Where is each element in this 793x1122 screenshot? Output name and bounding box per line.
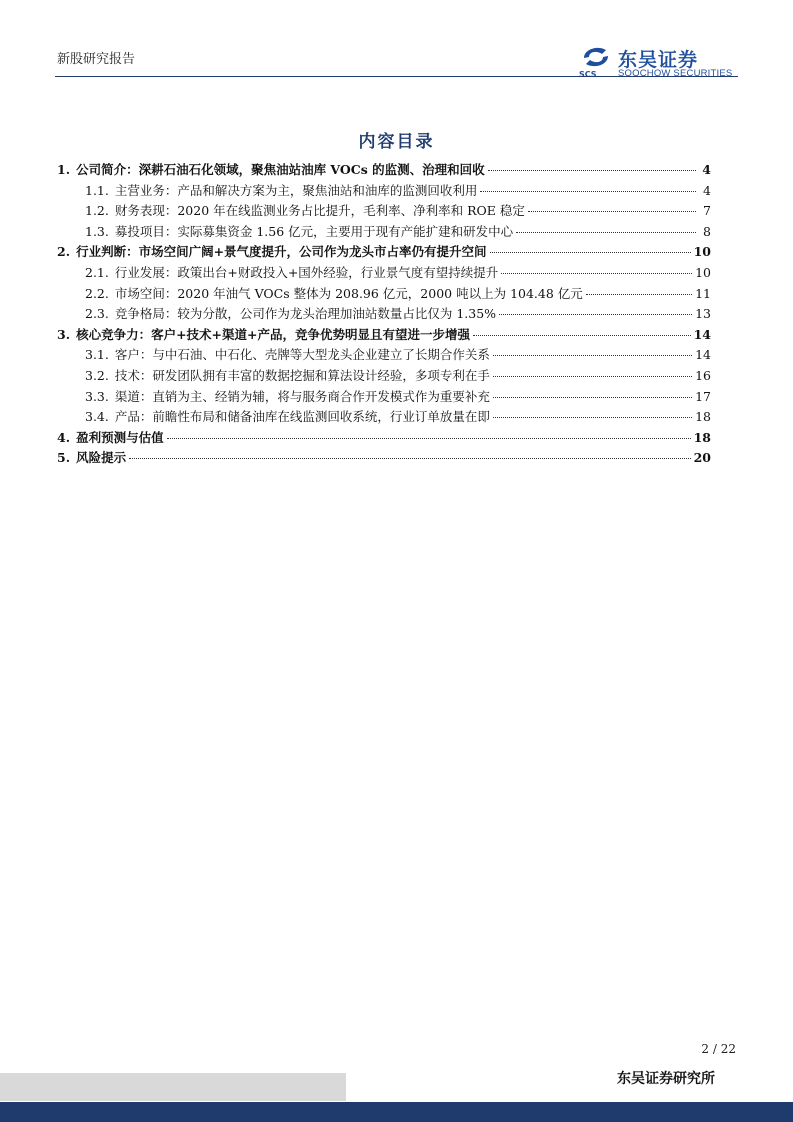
toc-leader-dots: [490, 252, 691, 253]
toc-entry-text: 市场空间：2020 年油气 VOCs 整体为 208.96 亿元，2000 吨以上为 104.48 亿元: [114, 285, 583, 301]
toc-entry-text: 客户：与中石油、中石化、壳牌等大型龙头企业建立了长期合作关系: [114, 347, 490, 363]
toc-entry-page: 7: [703, 203, 711, 219]
toc-entry-page: 13: [695, 306, 711, 322]
toc-leader-dots: [480, 191, 696, 192]
toc-leader-dots: [516, 232, 696, 233]
toc-leader-dots: [129, 458, 691, 459]
brand-name-cn: 东吴证券: [618, 49, 699, 71]
toc-entry-page: 16: [695, 367, 711, 383]
toc-entry-text: 主营业务：产品和解决方案为主，聚焦油站和油库的监测回收利用: [114, 182, 478, 198]
toc-entry[interactable]: [57, 160, 711, 181]
toc-entry-text: 产品：前瞻性布局和储备油库在线监测回收系统，行业订单放量在即: [114, 409, 490, 425]
toc-entry-text: 风险提示: [76, 450, 127, 466]
toc-entry[interactable]: [57, 201, 711, 222]
toc-leader-dots: [499, 314, 692, 315]
toc-entry-text: 竞争格局：较为分散，公司作为龙头治理加油站数量占比仅为 1.35%: [114, 306, 497, 322]
toc-entry-text: 渠道：直销为主、经销为辅，将与服务商合作开发模式作为重要补充: [114, 388, 490, 404]
toc-entry-number: 3.2.: [85, 367, 109, 383]
toc-leader-dots: [167, 438, 691, 439]
toc-entry-number: 3.: [57, 326, 71, 342]
toc-entry[interactable]: [57, 325, 711, 346]
toc-entry-text: 核心竞争力：客户+技术+渠道+产品，竞争优势明显且有望进一步增强: [76, 326, 470, 342]
toc-entry[interactable]: [57, 366, 711, 387]
toc-entry-number: 1.2.: [85, 203, 109, 219]
toc-entry-number: 4.: [57, 429, 71, 445]
toc-list: [57, 160, 711, 469]
toc-leader-dots: [473, 335, 691, 336]
toc-leader-dots: [493, 397, 692, 398]
footer-institute: 东吴证券研究所: [617, 1071, 715, 1087]
toc-entry-number: 2.1.: [85, 264, 109, 280]
toc-entry-text: 盈利预测与估值: [76, 429, 164, 445]
footer-band: [0, 1102, 793, 1122]
doc-type-label: 新股研究报告: [57, 52, 136, 67]
toc-entry-page: 11: [695, 285, 711, 301]
brand-logo-icon: [578, 44, 614, 78]
toc-entry[interactable]: [57, 428, 711, 449]
brand-name-en: SOOCHOW SECURITIES: [618, 68, 733, 79]
brand-logo: [578, 44, 740, 80]
toc-entry[interactable]: [57, 448, 711, 469]
toc-entry-text: 公司简介：深耕石油石化领域，聚焦油站油库 VOCs 的监测、治理和回收: [76, 162, 485, 177]
toc-entry-page: 14: [693, 326, 711, 342]
toc-entry-text: 财务表现：2020 年在线监测业务占比提升，毛利率、净利率和 ROE 稳定: [114, 203, 525, 219]
toc-leader-dots: [493, 417, 692, 418]
toc-leader-dots: [488, 170, 696, 171]
toc-entry[interactable]: [57, 242, 711, 263]
toc-entry-number: 2.: [57, 244, 71, 260]
toc-entry-text: 技术：研发团队拥有丰富的数据挖掘和算法设计经验，多项专利在手: [114, 367, 490, 383]
toc-entry[interactable]: [57, 345, 711, 366]
toc-entry-page: 20: [693, 450, 711, 466]
toc-entry-number: 5.: [57, 450, 71, 466]
toc-entry-number: 2.3.: [85, 306, 109, 322]
toc-entry-text: 募投项目：实际募集资金 1.56 亿元，主要用于现有产能扩建和研发中心: [114, 223, 514, 239]
toc-entry[interactable]: [57, 284, 711, 305]
toc-leader-dots: [528, 211, 696, 212]
toc-entry-number: 3.4.: [85, 409, 109, 425]
brand-mark-text: SCS: [579, 70, 597, 78]
toc-entry-text: 行业发展：政策出台+财政投入+国外经验，行业景气度有望持续提升: [114, 264, 499, 280]
toc-entry-page: 4: [703, 182, 711, 198]
toc-entry[interactable]: [57, 387, 711, 408]
toc-entry-page: 18: [693, 429, 711, 445]
toc-entry-number: 2.2.: [85, 285, 109, 301]
toc-entry-page: 17: [695, 388, 711, 404]
toc-entry-page: 4: [702, 162, 711, 177]
header-rule: [55, 76, 738, 77]
toc-title: 内容目录: [358, 132, 435, 152]
toc-leader-dots: [493, 355, 692, 356]
toc-entry-text: 行业判断：市场空间广阔+景气度提升，公司作为龙头市占率仍有提升空间: [76, 244, 487, 260]
toc-leader-dots: [586, 294, 692, 295]
toc-entry[interactable]: [57, 222, 711, 243]
toc-entry-page: 8: [703, 223, 711, 239]
toc-entry[interactable]: [57, 181, 711, 202]
toc-entry-number: 3.1.: [85, 347, 109, 363]
toc-leader-dots: [493, 376, 692, 377]
page-indicator: 2 / 22: [701, 1042, 736, 1056]
toc-entry-page: 18: [695, 409, 711, 425]
toc-entry-page: 10: [693, 244, 711, 260]
toc-entry-number: 1.1.: [85, 182, 109, 198]
toc-entry[interactable]: [57, 407, 711, 428]
toc-entry-page: 10: [695, 264, 711, 280]
toc-entry-number: 3.3.: [85, 388, 109, 404]
footer-gray-bar: [0, 1073, 346, 1101]
toc-entry-page: 14: [695, 347, 711, 363]
toc-entry[interactable]: [57, 263, 711, 284]
toc-entry-number: 1.3.: [85, 223, 109, 239]
toc-entry-number: 1.: [57, 162, 71, 177]
toc-entry[interactable]: [57, 304, 711, 325]
toc-leader-dots: [501, 273, 692, 274]
